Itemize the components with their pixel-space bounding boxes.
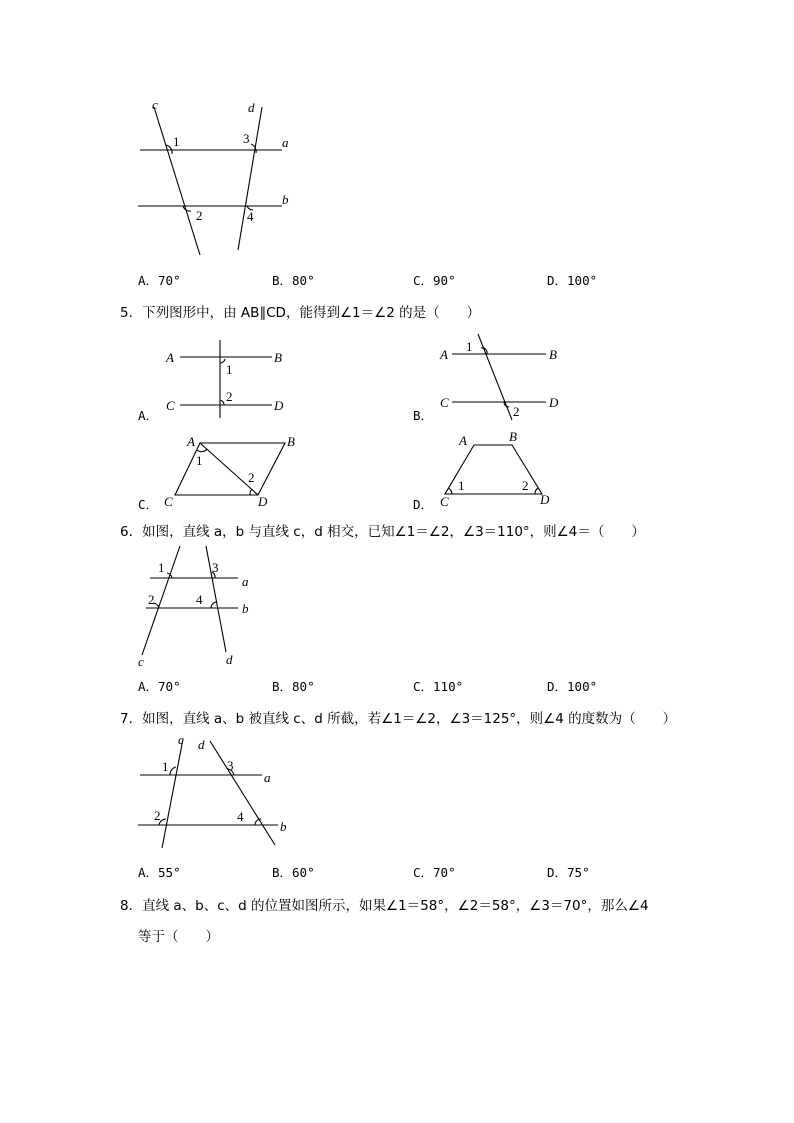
q6-angle-2: 2	[148, 592, 155, 607]
q6-stem: 6．如图，直线 a，b 与直线 c，d 相交，已知∠1＝∠2，∠3＝110°，则∠4＝（ ）	[120, 524, 645, 540]
q5b-label-C: C	[440, 395, 449, 410]
q6-label-d: d	[226, 652, 233, 667]
q8-stem-line2: 等于（ ）	[138, 929, 219, 945]
q7-label-a: a	[264, 770, 271, 785]
q7-angle-4: 4	[237, 809, 244, 824]
q7-angle-1: 1	[162, 759, 169, 774]
q5b-label-B: B	[549, 347, 557, 362]
q5-figure-c	[160, 432, 310, 512]
q6-angle-3: 3	[212, 560, 219, 575]
q5d-label-D: D	[540, 492, 550, 507]
q4-option-a[interactable]: A．70°	[138, 273, 181, 288]
q7-option-a[interactable]: A．55°	[138, 865, 181, 880]
q5-option-c-letter[interactable]: C．	[138, 497, 159, 512]
q7-label-d: d	[198, 737, 205, 752]
q7-option-b[interactable]: B．60°	[272, 865, 315, 880]
q5a-label-D: D	[274, 398, 284, 413]
q6-option-a[interactable]: A．70°	[138, 679, 181, 694]
q5-option-a-letter[interactable]: A．	[138, 408, 159, 423]
q5-figure-a	[160, 335, 300, 420]
q7-label-c: c	[178, 732, 184, 747]
q4-figure	[130, 95, 300, 260]
q6-label-b: b	[242, 601, 249, 616]
q4-label-d: d	[248, 100, 255, 115]
q5a-label-C: C	[166, 398, 175, 413]
q5b-angle-2: 2	[513, 404, 520, 419]
q4-option-c[interactable]: C．90°	[413, 273, 456, 288]
q4-angle-3: 3	[243, 131, 250, 146]
q5d-label-C: C	[440, 494, 449, 509]
q4-option-d[interactable]: D．100°	[547, 273, 598, 288]
q6-label-a: a	[242, 574, 249, 589]
q5c-label-C: C	[164, 494, 173, 509]
q6-option-c[interactable]: C．110°	[413, 679, 464, 694]
q4-label-c: c	[152, 97, 158, 112]
q5d-angle-1: 1	[458, 478, 465, 493]
q5-option-b-letter[interactable]: B．	[413, 408, 434, 423]
q5c-angle-2: 2	[248, 470, 255, 485]
q5b-label-A: A	[440, 347, 448, 362]
q5c-angle-1: 1	[196, 453, 203, 468]
q5d-angle-2: 2	[522, 478, 529, 493]
q4-angle-4: 4	[247, 209, 254, 224]
q5a-angle-2: 2	[226, 389, 233, 404]
q7-angle-2: 2	[154, 808, 161, 823]
q7-stem: 7．如图，直线 a、b 被直线 c、d 所截，若∠1＝∠2，∠3＝125°，则∠4 的度数为（ ）	[120, 711, 677, 727]
q6-angle-4: 4	[196, 592, 203, 607]
q6-figure	[130, 542, 270, 672]
q4-label-b: b	[282, 192, 289, 207]
q5c-label-B: B	[287, 434, 295, 449]
q6-option-b[interactable]: B．80°	[272, 679, 315, 694]
q5-figure-d	[436, 428, 576, 512]
q5-figure-b	[436, 330, 576, 422]
q5-stem: 5．下列图形中，由 AB∥CD，能得到∠1＝∠2 的是（ ）	[120, 305, 481, 321]
q7-label-b: b	[280, 819, 287, 834]
q4-option-b[interactable]: B．80°	[272, 273, 315, 288]
q5a-angle-1: 1	[226, 362, 233, 377]
q5b-label-D: D	[549, 395, 559, 410]
q5a-label-A: A	[166, 350, 174, 365]
q4-angle-2: 2	[196, 208, 203, 223]
q7-option-d[interactable]: D．75°	[547, 865, 590, 880]
q5d-label-B: B	[509, 429, 517, 444]
q6-angle-1: 1	[158, 560, 165, 575]
q5-option-d-letter[interactable]: D．	[413, 497, 434, 512]
q4-label-a: a	[282, 135, 289, 150]
q5c-label-D: D	[258, 494, 268, 509]
q6-label-c: c	[138, 654, 144, 669]
q5a-label-B: B	[274, 350, 282, 365]
q5d-label-A: A	[459, 433, 467, 448]
q7-figure	[130, 732, 300, 852]
q7-option-c[interactable]: C．70°	[413, 865, 456, 880]
q5b-angle-1: 1	[466, 339, 473, 354]
q4-angle-1: 1	[173, 134, 180, 149]
q8-stem-line1: 8．直线 a、b、c、d 的位置如图所示，如果∠1＝58°，∠2＝58°，∠3＝70°，那么∠4	[120, 898, 649, 914]
q6-option-d[interactable]: D．100°	[547, 679, 598, 694]
q5c-label-A: A	[187, 434, 195, 449]
q7-angle-3: 3	[227, 758, 234, 773]
